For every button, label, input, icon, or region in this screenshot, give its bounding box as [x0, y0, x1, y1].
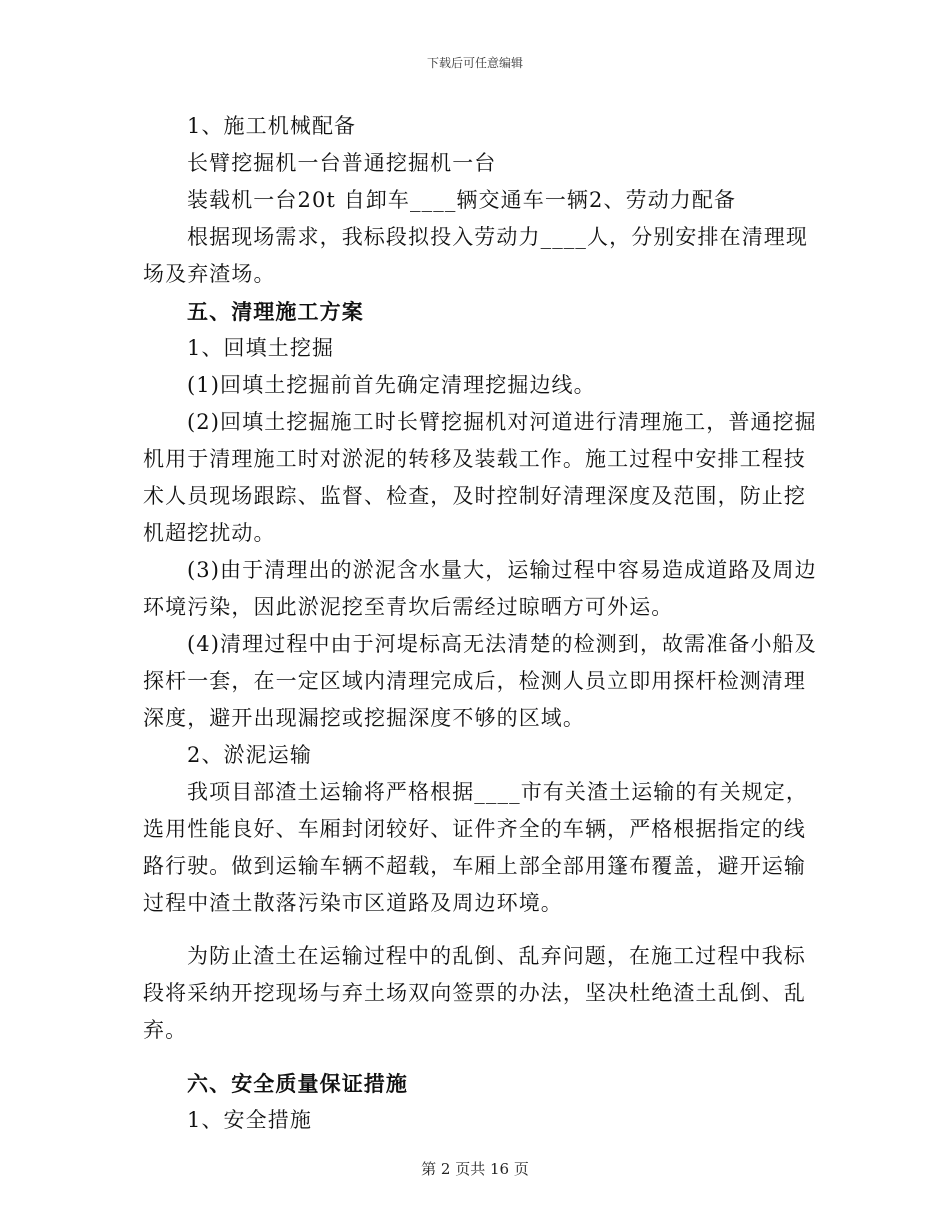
- paragraph-line: 装载机一台20t 自卸车____辆交通车一辆2、劳动力配备: [187, 188, 737, 212]
- document-body: [143, 108, 817, 1139]
- paragraph-line: 过程中渣土散落污染市区道路及周边环境。: [143, 891, 563, 915]
- chapter-heading: 五、清理施工方案: [187, 299, 364, 324]
- section-heading: 2、淤泥运输: [187, 743, 312, 767]
- paragraph-line: 长臂挖掘机一台普通挖掘机一台: [187, 151, 497, 175]
- paragraph-line: 机超挖扰动。: [143, 521, 276, 545]
- paragraph-line: 为防止渣土在运输过程中的乱倒、乱弃问题，在施工过程中我标: [187, 944, 806, 968]
- paragraph-line: (1)回填土挖掘前首先确定清理挖掘边线。: [187, 373, 596, 397]
- paragraph-line: 弃。: [143, 1018, 188, 1042]
- section-heading: 1、回填土挖掘: [187, 336, 335, 360]
- section-heading: 1、施工机械配备: [187, 114, 357, 138]
- paragraph-line: 术人员现场跟踪、监督、检查，及时控制好清理深度及范围，防止挖: [143, 484, 806, 508]
- paragraph-line: 深度，避开出现漏挖或挖掘深度不够的区域。: [143, 706, 585, 730]
- paragraph-line: 选用性能良好、车厢封闭较好、证件齐全的车辆，严格根据指定的线: [143, 817, 806, 841]
- page-header: 下载后可任意编辑: [426, 56, 523, 70]
- paragraph-line: 我项目部渣土运输将严格根据____市有关渣土运输的有关规定，: [187, 780, 808, 804]
- paragraph-line: 探杆一套，在一定区域内清理完成后，检测人员立即用探杆检测清理: [143, 669, 806, 693]
- paragraph-line: 机用于清理施工时对淤泥的转移及装载工作。施工过程中安排工程技: [143, 447, 806, 471]
- section-heading: 1、安全措施: [187, 1108, 312, 1132]
- paragraph-line: 场及弃渣场。: [143, 262, 276, 286]
- chapter-heading: 六、安全质量保证措施: [187, 1071, 408, 1096]
- paragraph-line: 路行驶。做到运输车辆不超载，车厢上部全部用篷布覆盖，避开运输: [143, 854, 806, 878]
- paragraph-line: 根据现场需求，我标段拟投入劳动力____人，分别安排在清理现: [187, 225, 808, 249]
- paragraph-line: 环境污染，因此淤泥挖至青坎后需经过晾晒方可外运。: [143, 595, 674, 619]
- paragraph-line: (4)清理过程中由于河堤标高无法清楚的检测到，故需准备小船及: [187, 632, 817, 656]
- paragraph-line: 段将采纳开挖现场与弃土场双向签票的办法，坚决杜绝渣土乱倒、乱: [143, 981, 806, 1005]
- paragraph-line: (2)回填土挖掘施工时长臂挖掘机对河道进行清理施工，普通挖掘: [187, 410, 817, 434]
- paragraph-line: (3)由于清理出的淤泥含水量大，运输过程中容易造成道路及周边: [187, 558, 817, 582]
- page-footer: 第 2 页共 16 页: [421, 1160, 529, 1178]
